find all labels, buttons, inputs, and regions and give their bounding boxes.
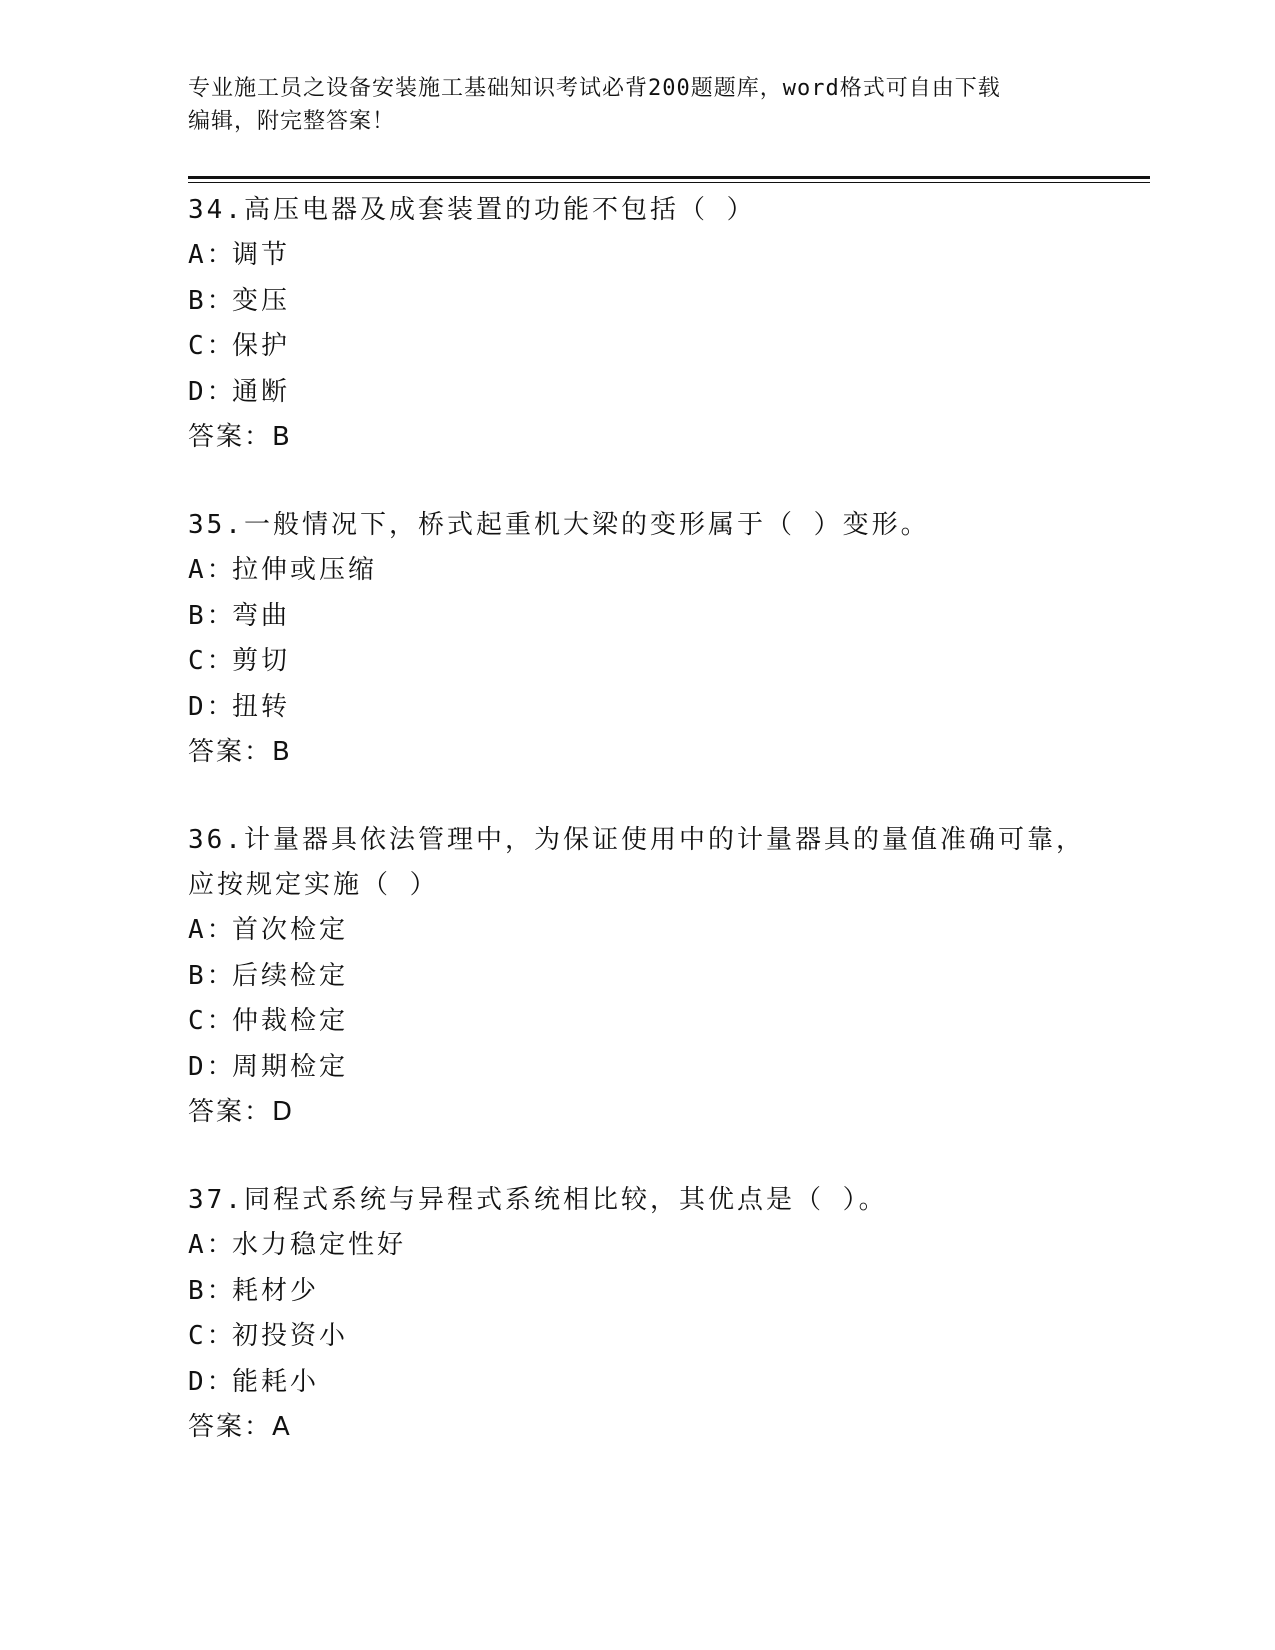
option-text: 耗材少 [232, 1275, 320, 1306]
option-text: 能耗小 [232, 1366, 320, 1397]
option-text: 首次检定 [232, 915, 349, 945]
option-d [188, 1045, 1088, 1091]
option-c [188, 324, 1088, 370]
question-stem: 34.高压电器及成套装置的功能不包括（ ） [188, 195, 756, 225]
option-key: C： [188, 646, 236, 676]
answer-line: 答案：B [188, 422, 292, 452]
option-text: 剪切 [232, 646, 291, 676]
option-text: 初投资小 [232, 1321, 349, 1351]
question-list [188, 188, 1088, 1493]
option-key: B： [188, 1275, 236, 1306]
question-35 [188, 503, 1088, 775]
option-key: B： [188, 285, 236, 316]
option-d [188, 1360, 1088, 1406]
option-a [188, 908, 1088, 954]
option-text: 水力稳定性好 [232, 1230, 407, 1260]
option-key: D： [188, 1051, 236, 1082]
answer-line: 答案：A [188, 1412, 292, 1442]
header-divider-thick [188, 176, 1150, 179]
document-header [188, 72, 1088, 138]
option-text: 周期检定 [232, 1051, 349, 1082]
option-text: 后续检定 [232, 960, 349, 991]
option-c [188, 639, 1088, 685]
option-key: A： [188, 240, 236, 270]
option-a [188, 548, 1088, 594]
option-b [188, 279, 1088, 325]
question-stem-continued: 应按规定实施（ ） [188, 870, 439, 900]
option-b [188, 954, 1088, 1000]
option-text: 仲裁检定 [232, 1006, 349, 1036]
option-a [188, 233, 1088, 279]
question-36 [188, 818, 1088, 1135]
option-key: C： [188, 1006, 236, 1036]
option-key: D： [188, 1366, 236, 1397]
option-b [188, 594, 1088, 640]
question-37 [188, 1178, 1088, 1450]
option-text: 保护 [232, 331, 291, 361]
answer-line: 答案：D [188, 1097, 295, 1127]
header-line-1: 专业施工员之设备安装施工基础知识考试必背200题题库，word格式可自由下载 [188, 76, 1001, 101]
option-c [188, 1314, 1088, 1360]
question-34 [188, 188, 1088, 460]
option-key: D： [188, 376, 236, 407]
answer-line: 答案：B [188, 737, 292, 767]
option-c [188, 999, 1088, 1045]
option-text: 扭转 [232, 691, 291, 722]
option-key: B： [188, 960, 236, 991]
option-text: 变压 [232, 285, 291, 316]
option-key: C： [188, 1321, 236, 1351]
option-d [188, 370, 1088, 416]
option-key: C： [188, 331, 236, 361]
option-key: A： [188, 1230, 236, 1260]
option-b [188, 1269, 1088, 1315]
question-stem: 36.计量器具依法管理中，为保证使用中的计量器具的量值准确可靠， [188, 825, 1085, 855]
option-key: D： [188, 691, 236, 722]
option-text: 通断 [232, 376, 291, 407]
question-stem: 35.一般情况下，桥式起重机大梁的变形属于（ ）变形。 [188, 510, 930, 540]
option-key: A： [188, 915, 236, 945]
header-line-2: 编辑，附完整答案！ [188, 109, 396, 134]
question-stem: 37.同程式系统与异程式系统相比较，其优点是（ ）。 [188, 1185, 888, 1215]
option-key: A： [188, 555, 236, 585]
option-text: 弯曲 [232, 600, 291, 631]
option-key: B： [188, 600, 236, 631]
header-divider-thin [188, 182, 1150, 183]
option-a [188, 1223, 1088, 1269]
option-d [188, 685, 1088, 731]
option-text: 拉伸或压缩 [232, 555, 378, 585]
option-text: 调节 [232, 240, 291, 270]
